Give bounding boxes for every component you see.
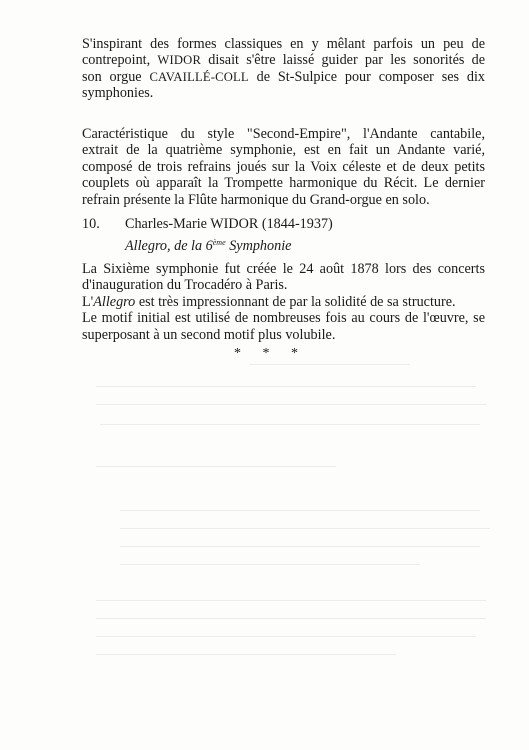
section-separator: * * * [234,346,307,361]
organ-builder-name: CAVAILLÉ-COLL [149,69,249,84]
text-line: La Sixième symphonie fut créée le 24 août 1878 lors des concerts [82,261,485,277]
text-run: est très impressionnant de par la solidité de sa structure. [135,293,456,310]
text-run: son orgue [82,68,142,85]
text-line: S'inspirant des formes classiques en y mêlant parfois un peu de [82,36,485,52]
text-line [82,52,485,68]
entry-number: 10. [82,216,100,232]
text-run: contrepoint, [82,52,151,69]
composer-name: WIDOR [157,53,202,68]
text-run: de St-Sulpice pour composer ses dix [256,68,485,85]
text-line: d'inauguration du Trocadéro à Paris. [82,277,288,294]
text-line: extrait de la quatrième symphonie, est en fait un Andante varié, [82,142,485,159]
text-line: Le motif initial est utilisé de nombreuses fois au cours de l'œuvre, se [82,310,485,327]
text-run: L' [82,293,94,310]
text-line: superposant à un second motif plus volubile. [82,326,336,343]
text-line: Caractéristique du style "Second-Empire", l'Andante cantabile, [82,126,485,142]
text-line: couplets où apparaît la Trompette harmonique du Récit. Le dernier [82,175,485,192]
text-line: symphonies. [82,85,154,102]
paragraph-sixth-symphony [82,261,485,343]
paragraph-andante-cantabile [82,126,485,208]
work-title-text: Allegro, de la 6 [125,238,213,254]
paragraph-widor-inspiration [82,36,485,102]
entry-work-title [125,235,291,254]
text-line: refrain présente la Flûte harmonique du Grand-orgue en solo. [82,191,430,208]
text-line [82,294,485,310]
work-title-tail: Symphonie [225,238,292,254]
text-line [82,69,485,85]
entry-composer: Charles-Marie WIDOR (1844-1937) [125,216,333,232]
italic-title: Allegro [93,293,136,310]
ordinal-suffix: ème [212,238,226,247]
text-line: composé de trois refrains joués sur la Voix céleste et de deux petits [82,158,485,175]
text-run: disait s'être laissé guider par les sonorités de [208,52,485,69]
